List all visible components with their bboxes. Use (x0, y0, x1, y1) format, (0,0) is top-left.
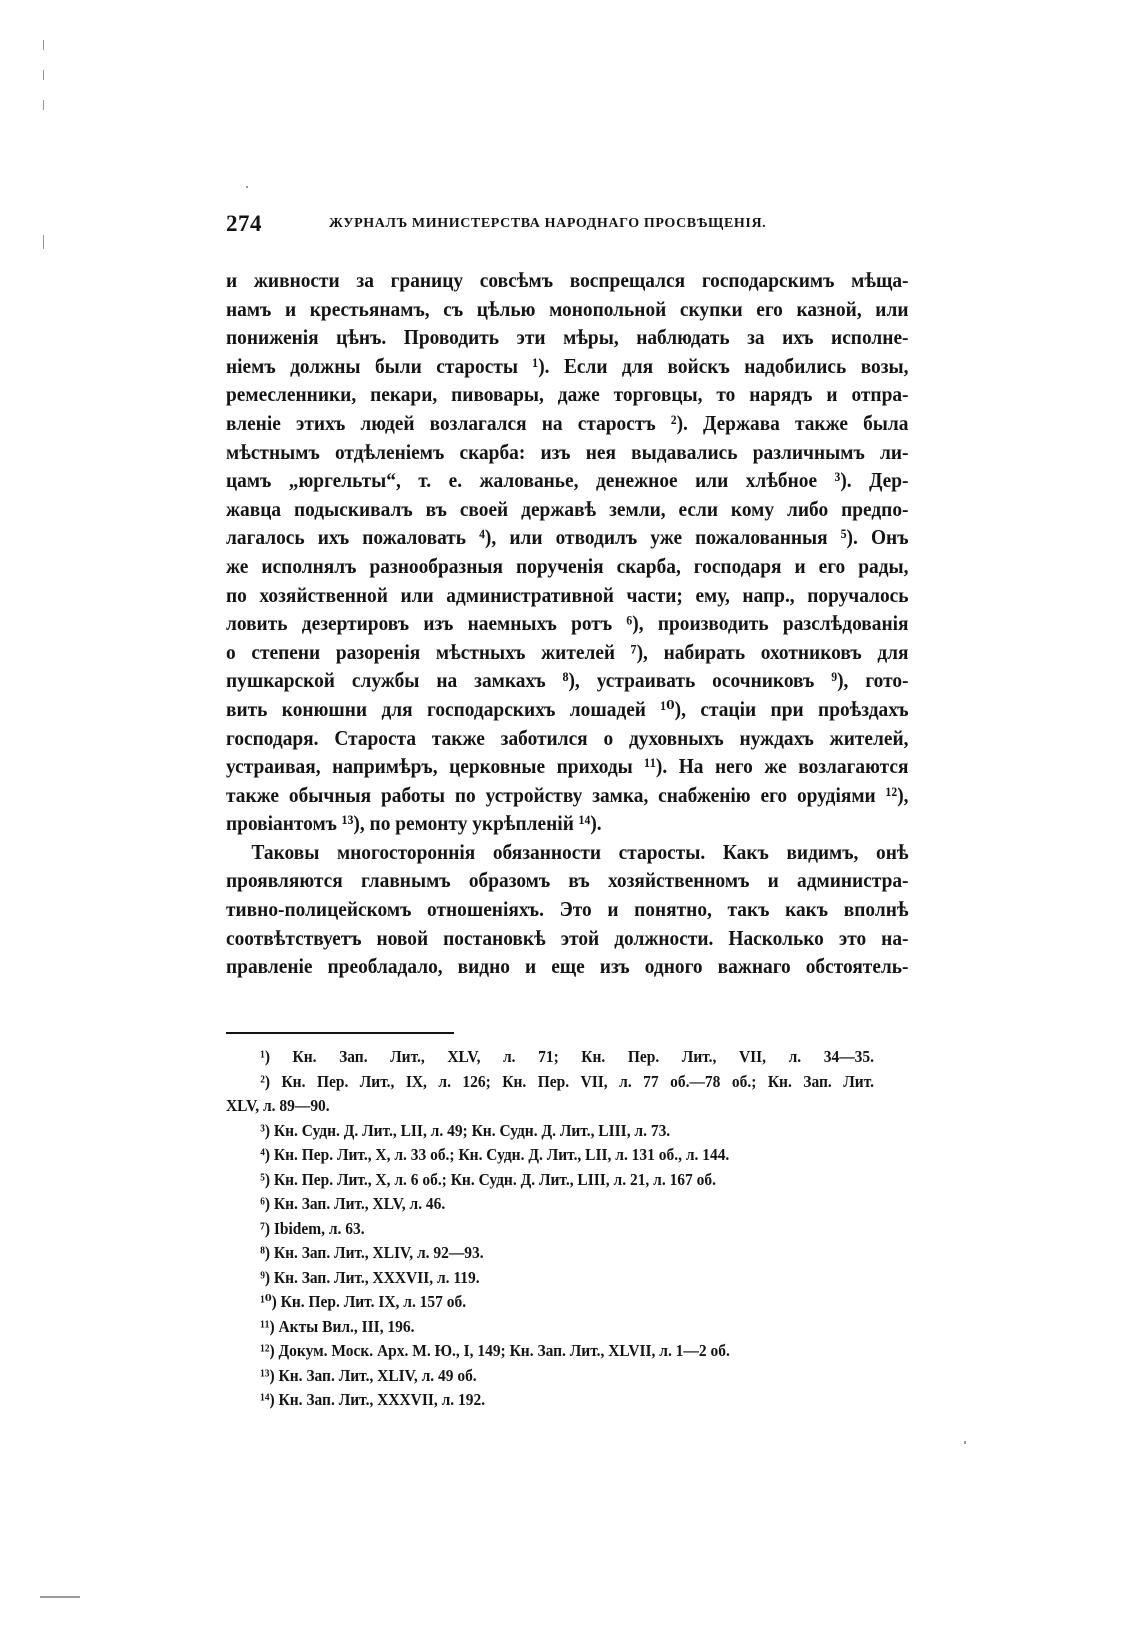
footnote: ¹³) Кн. Зап. Лит., XLIV, л. 49 об. (260, 1365, 477, 1385)
page-header (226, 211, 860, 241)
text-line: провіантомъ ¹³), по ремонту укрѣпленій ¹⁴). (226, 811, 602, 836)
footnote: ⁵) Кн. Пер. Лит., X, л. 6 об.; Кн. Судн. Д. Лит., LIII, л. 21, л. 167 об. (260, 1169, 716, 1189)
page-number: 274 (226, 211, 262, 236)
footnotes (226, 1045, 874, 1413)
text-line: тивно-полицейскомъ отношеніяхъ. Это и понятно, такъ какъ вполнѣ (226, 897, 909, 922)
running-title: ЖУРНАЛЪ МИНИСТЕРСТВА НАРОДНАГО ПРОСВѢЩЕНІЯ. (329, 216, 767, 231)
text-line: проявляются главнымъ образомъ въ хозяйственномъ и администра- (226, 868, 909, 893)
footnote: ¹⁰) Кн. Пер. Лит. IX, л. 157 об. (260, 1292, 467, 1311)
text-line: соотвѣтствуетъ новой постановкѣ этой должности. Насколько это на- (226, 925, 909, 950)
text-line: правленіе преобладало, видно и еще изъ одного важнаго обстоятель- (226, 954, 909, 979)
paragraph-start-line: Таковы многостороннія обязанности старосты. Какъ видимъ, онѣ (251, 839, 909, 864)
scan-margin-mark (43, 70, 44, 80)
footnote: ²) Кн. Пер. Лит., IX, л. 126; Кн. Пер. VII, л. 77 об.—78 об.; Кн. Зап. Лит. (260, 1071, 874, 1091)
text-line: и живности за границу совсѣмъ воспрещался господарскимъ мѣща- (226, 268, 909, 292)
scan-margin-mark (43, 235, 44, 249)
text-line: же исполнялъ разнообразныя порученія скарба, господаря и его рады, (226, 553, 909, 578)
footnote: ⁹) Кн. Зап. Лит., XXXVII, л. 119. (260, 1267, 480, 1287)
text-line: лагалось ихъ пожаловать ⁴), или отводилъ уже пожалованныя ⁵). Онъ (226, 525, 909, 550)
footnote: ¹²) Докум. Моск. Арх. М. Ю., I, 149; Кн. Зап. Лит., XLVII, л. 1—2 об. (260, 1341, 730, 1360)
footnote: ¹⁴) Кн. Зап. Лит., XXXVII, л. 192. (260, 1390, 486, 1409)
text-line: пушкарской службы на замкахъ ⁸), устраивать осочниковъ ⁹), гото- (226, 668, 909, 693)
text-line: ніемъ должны были старосты ¹). Если для войскъ надобились возы, (226, 353, 909, 378)
footnote: ⁶) Кн. Зап. Лит., XLV, л. 46. (260, 1194, 446, 1213)
footnote: ³) Кн. Судн. Д. Лит., LII, л. 49; Кн. Судн. Д. Лит., LIII, л. 73. (260, 1120, 671, 1140)
text-line: господаря. Староста также заботился о духовныхъ нуждахъ жителей, (226, 725, 909, 750)
text-line: пониженія цѣнъ. Проводить эти мѣры, наблюдать за ихъ исполне- (226, 325, 909, 350)
main-text (226, 266, 909, 981)
text-line: ремесленники, пекари, пивовары, даже торговцы, то нарядъ и отпра- (226, 382, 909, 407)
scan-speck (246, 186, 248, 188)
footnote: ⁸) Кн. Зап. Лит., XLIV, л. 92—93. (260, 1243, 484, 1262)
text-line: устраивая, напримѣръ, церковные приходы ¹¹). На него же возлагаются (226, 754, 909, 779)
footnote: ¹) Кн. Зап. Лит., XLV, л. 71; Кн. Пер. Лит., VII, л. 34—35. (260, 1047, 874, 1066)
scan-margin-mark (40, 1596, 80, 1598)
text-line: мѣстнымъ отдѣленіемъ скарба: изъ нея выдавались различнымъ ли- (226, 439, 909, 464)
text-line: вленіе этихъ людей возлагался на старостъ ²). Держава также была (226, 410, 909, 435)
text-line: также обычныя работы по устройству замка, снабженію его орудіями ¹²), (226, 782, 909, 807)
text-line: о степени разоренія мѣстныхъ жителей ⁷), набирать охотниковъ для (226, 639, 909, 664)
text-line: жавца подыскивалъ въ своей державѣ земли, если кому либо предпо- (226, 496, 909, 521)
text-line: ловить дезертировъ изъ наемныхъ ротъ ⁶), производить разслѣдованія (226, 611, 909, 636)
footnote: ¹¹) Акты Вил., III, 196. (260, 1316, 415, 1336)
footnote: ⁴) Кн. Пер. Лит., X, л. 33 об.; Кн. Судн. Д. Лит., LII, л. 131 об., л. 144. (260, 1145, 730, 1164)
text-line: цамъ „юргельты“, т. е. жалованье, денежное или хлѣбное ³). Дер- (226, 468, 909, 493)
scan-margin-mark (43, 40, 44, 50)
footnote-separator (226, 1032, 454, 1034)
scan-margin-mark (43, 100, 44, 110)
text-line: вить конюшни для господарскихъ лошадей ¹⁰), стаціи при проѣздахъ (226, 696, 909, 721)
text-line: намъ и крестьянамъ, съ цѣлью монопольной скупки его казной, или (226, 296, 909, 321)
footnote: ⁷) Ibidem, л. 63. (260, 1218, 365, 1238)
text-line: по хозяйственной или административной части; ему, напр., поручалось (226, 582, 909, 607)
footnote-continuation: XLV, л. 89—90. (226, 1096, 330, 1115)
scan-speck (964, 1441, 966, 1444)
